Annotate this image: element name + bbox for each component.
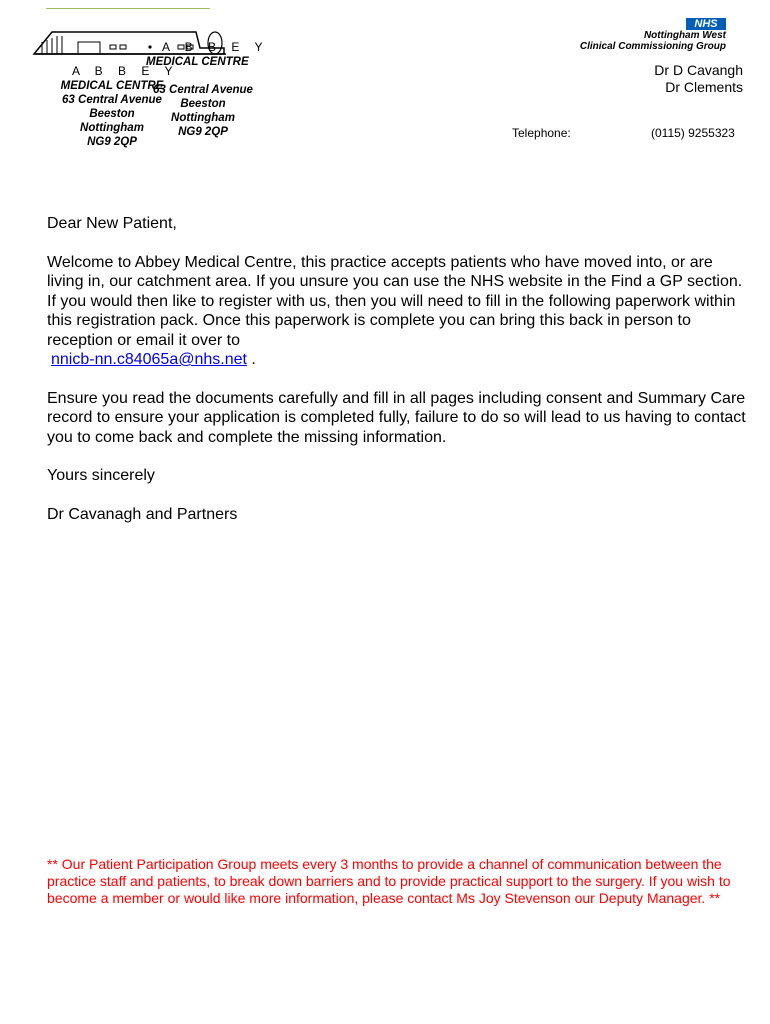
left-address-area: Beeston [89, 108, 135, 120]
middle-address-postcode: NG9 2QP [178, 126, 228, 138]
middle-address-block [145, 83, 261, 139]
middle-address-city: Nottingham [171, 112, 235, 124]
letter-body [47, 214, 747, 543]
ccg-name [580, 30, 726, 52]
salutation: Dear New Patient, [47, 215, 177, 232]
email-link[interactable]: nnicb-nn.c84065a@nhs.net [51, 351, 247, 368]
doctor-name: Dr D Cavangh [654, 62, 743, 78]
middle-address-area: Beeston [180, 98, 226, 110]
signature: Dr Cavanagh and Partners [47, 505, 238, 523]
left-address-name: MEDICAL CENTRE [60, 80, 164, 92]
middle-address-street: 63 Central Avenue [153, 84, 253, 96]
logo-practice-name: MEDICAL CENTRE [146, 56, 249, 68]
left-address-postcode: NG9 2QP [87, 136, 137, 148]
doctors-list [654, 62, 743, 96]
ccg-line-2: Clinical Commissioning Group [579, 41, 726, 52]
ccg-line-1: Nottingham West [643, 30, 726, 41]
instructions-paragraph: Ensure you read the documents carefully and fill in all pages including consent and Summary Care record to ensure your application is completed fully, failure to do so will lead to us having to contact you to come back and complete the missing information. [47, 389, 746, 446]
left-address-city: Nottingham [80, 122, 144, 134]
welcome-text: Welcome to Abbey Medical Centre, this practice accepts patients who have moved into, or are living in, our catchment area. If you unsure you can use the NHS website in the Find a GP section. If you would then like to register with us, then you will need to fill in the following paperwork within this registration pack. Once this paperwork is complete you can bring this back in person to reception or email it over to [47, 253, 743, 349]
logo-abbey-letters: A B B E Y [162, 40, 269, 54]
header-accent-line [46, 8, 210, 9]
telephone-number: (0115) 9255323 [651, 126, 735, 140]
email-suffix: . [246, 351, 256, 368]
doctor-name: Dr Clements [665, 79, 743, 95]
ppg-footer-note: ** Our Patient Participation Group meets every 3 months to provide a channel of communication between the practice staff and patients, to break down barriers and to provide practical support to the surgery. If you wish to become a member or would like more information, please contact Ms Joy Stevenson our Deputy Manager. ** [47, 856, 731, 906]
closing: Yours sincerely [47, 467, 155, 484]
nhs-logo: NHS [686, 18, 726, 30]
left-address-street: 63 Central Avenue [62, 94, 162, 106]
telephone-label: Telephone: [512, 126, 571, 140]
welcome-paragraph [47, 253, 747, 370]
left-address-letters: A B B E Y [72, 64, 179, 78]
